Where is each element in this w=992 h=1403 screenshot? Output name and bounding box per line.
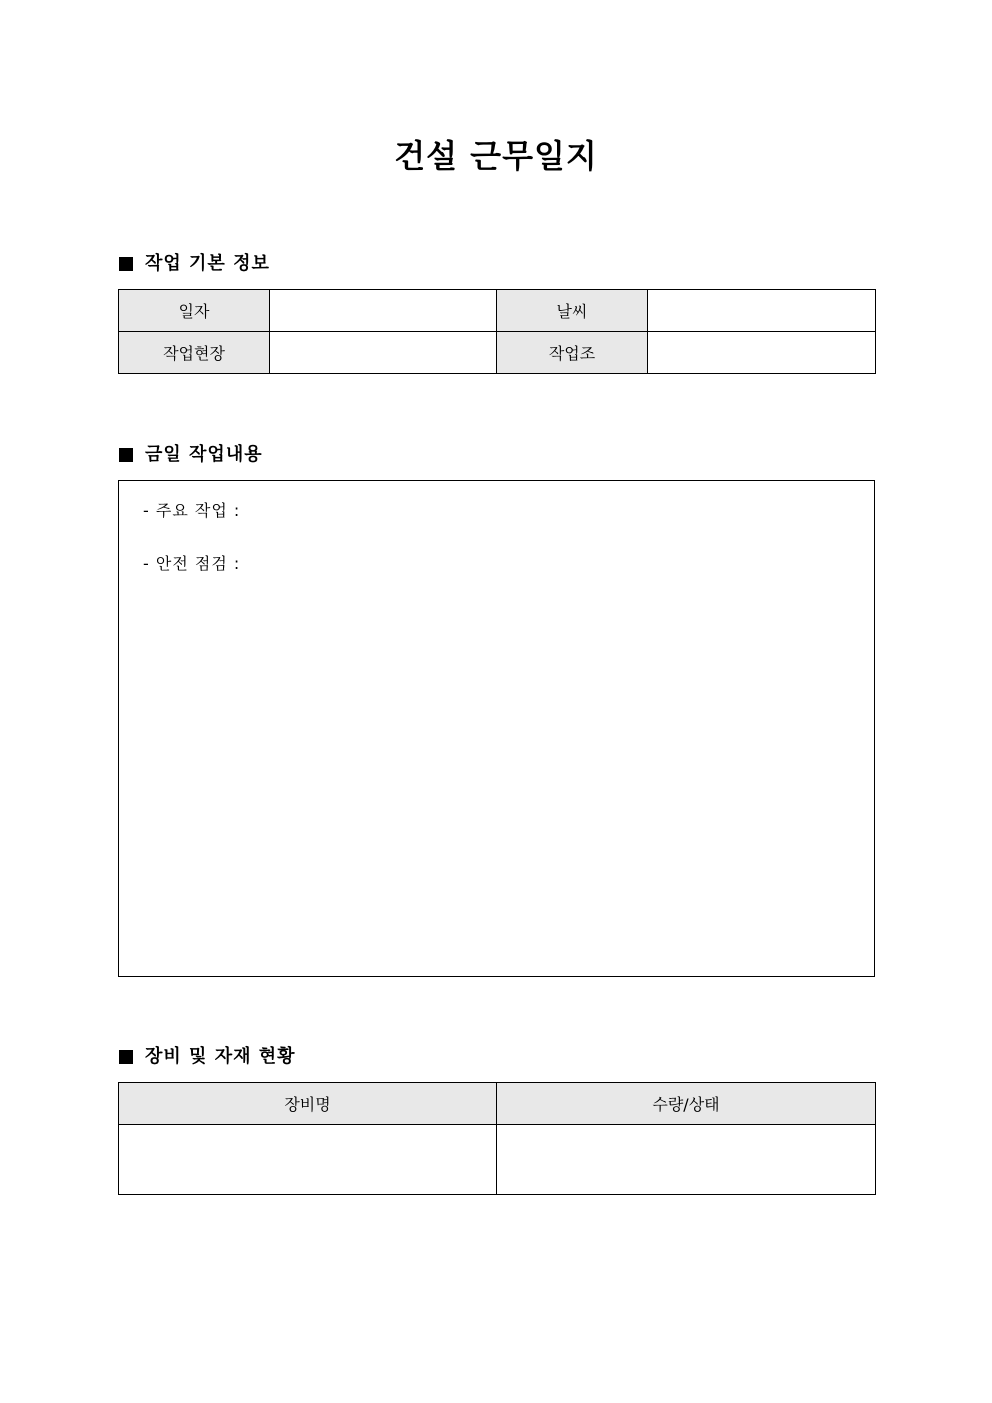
table-row (119, 290, 876, 332)
weather-label: 날씨 (497, 290, 648, 332)
date-label: 일자 (119, 290, 270, 332)
section-heading-basic-info (119, 252, 270, 276)
document-title: 건설 근무일지 (394, 137, 598, 175)
equipment-name-header: 장비명 (119, 1083, 497, 1125)
table-header-row (119, 1083, 876, 1125)
safety-check-line: - 안전 점검 : (143, 554, 241, 573)
quantity-status-cell[interactable] (497, 1125, 876, 1195)
square-bullet-icon (119, 1050, 133, 1064)
equipment-table (118, 1082, 876, 1195)
table-row (119, 1125, 876, 1195)
worksite-label: 작업현장 (119, 332, 270, 374)
table-row (119, 332, 876, 374)
section-heading-label: 금일 작업내용 (145, 444, 263, 465)
section-heading-label: 장비 및 자재 현황 (145, 1046, 296, 1067)
section-heading-label: 작업 기본 정보 (145, 253, 270, 274)
work-content-box[interactable] (118, 480, 875, 977)
work-crew-field[interactable] (648, 332, 876, 374)
work-crew-label: 작업조 (497, 332, 648, 374)
worksite-field[interactable] (270, 332, 497, 374)
weather-field[interactable] (648, 290, 876, 332)
main-work-line: - 주요 작업 : (143, 501, 241, 520)
section-heading-equipment (119, 1045, 296, 1069)
square-bullet-icon (119, 257, 133, 271)
square-bullet-icon (119, 448, 133, 462)
equipment-name-cell[interactable] (119, 1125, 497, 1195)
date-field[interactable] (270, 290, 497, 332)
quantity-status-header: 수량/상태 (497, 1083, 876, 1125)
section-heading-work-content (119, 443, 263, 467)
basic-info-table (118, 289, 876, 374)
